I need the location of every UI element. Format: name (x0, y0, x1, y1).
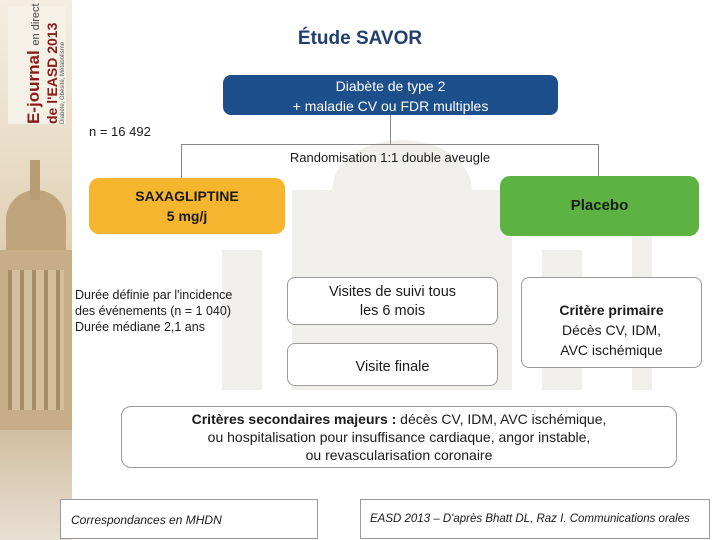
final-visit-box: Visite finale (287, 343, 498, 386)
duration-line3: Durée médiane 2,1 ans (75, 320, 205, 334)
primary-endpoint-line1: Décès CV, IDM, (561, 322, 662, 338)
secondary-line2: ou hospitalisation pour insuffisance cardiaque, angor instable, (207, 429, 591, 445)
journal-logo (8, 3, 66, 124)
logo-text-easd: de l'EASD 2013 (44, 22, 60, 124)
duration-line1: Durée définie par l'incidence (75, 288, 233, 302)
footer-right-text: EASD 2013 – D'après Bhatt DL, Raz I. Communications orales (370, 513, 690, 525)
building-tower-icon (30, 160, 40, 200)
population-line2: + maladie CV ou FDR multiples (292, 98, 489, 114)
randomisation-label: Randomisation 1:1 double aveugle (289, 150, 491, 165)
duration-text (75, 287, 285, 335)
connector-line (181, 144, 599, 145)
population-line1: Diabète de type 2 (335, 78, 446, 94)
footer-left (60, 499, 318, 539)
primary-endpoint-box (521, 277, 702, 368)
saxagliptin-arm-dose: 5 mg/j (166, 208, 208, 224)
primary-endpoint-line2: AVC ischémique (560, 342, 663, 358)
footer-left-text: Correspondances en MHDN (71, 513, 222, 527)
building-columns-icon (8, 270, 64, 410)
logo-text-sub: Diabète, Obésité, Métabolisme (60, 41, 66, 124)
population-box (223, 75, 558, 115)
logo-text-main: E-journal en direct (24, 3, 43, 124)
follow-up-visits-box (287, 277, 498, 325)
sidebar-banner (0, 0, 72, 540)
page-title: Étude SAVOR (297, 28, 423, 49)
secondary-line1-text: décès CV, IDM, AVC ischémique, (396, 411, 607, 427)
saxagliptin-arm-box (89, 178, 285, 234)
visits-line2: les 6 mois (359, 303, 426, 319)
placebo-arm-box: Placebo (500, 176, 699, 236)
secondary-line3: ou revascularisation coronaire (305, 447, 493, 463)
footer-right (360, 499, 710, 539)
duration-line2: des événements (n = 1 040) (75, 304, 231, 318)
connector-line (390, 115, 391, 145)
primary-endpoint-heading: Critère primaire (559, 302, 664, 318)
sample-size-label: n = 16 492 (89, 124, 151, 139)
secondary-heading: Critères secondaires majeurs : (191, 411, 397, 427)
secondary-line1 (122, 410, 676, 428)
secondary-endpoints-box (121, 406, 677, 468)
visits-line1: Visites de suivi tous (328, 284, 457, 300)
saxagliptin-arm-name: SAXAGLIPTINE (135, 188, 239, 204)
